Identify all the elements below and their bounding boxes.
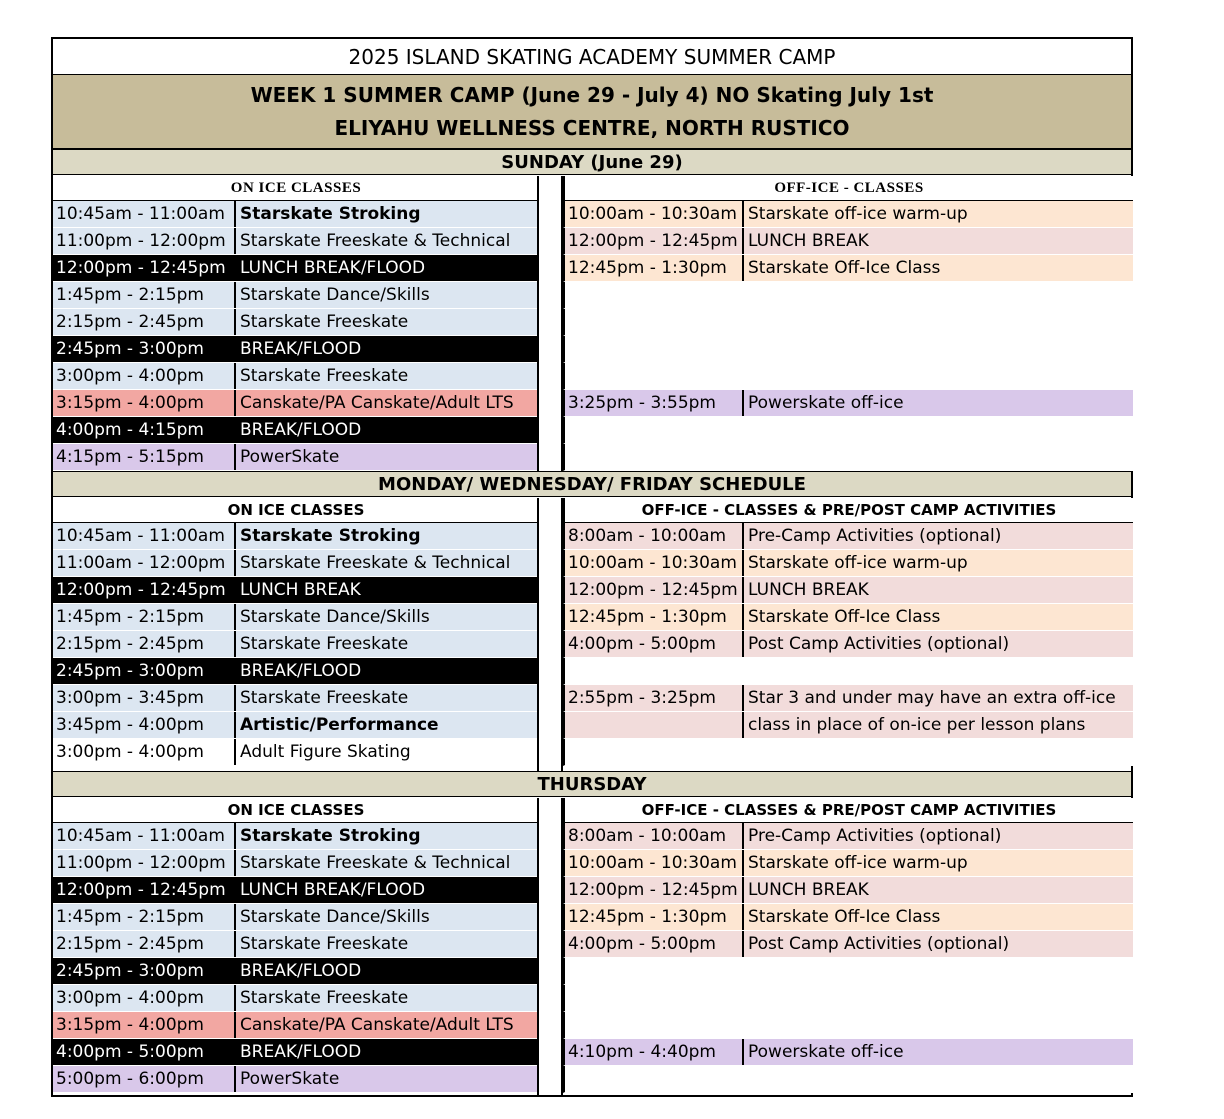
off-schedule-row <box>563 1039 1133 1066</box>
time-slot <box>565 282 744 308</box>
on-schedule-row <box>53 604 539 631</box>
day-header-mwf: MONDAY/ WEDNESDAY/ FRIDAY SCHEDULE <box>53 471 1131 497</box>
activity-name: Powerskate off-ice <box>748 1042 904 1062</box>
time-slot: 11:00pm - 12:00pm <box>53 850 236 876</box>
time-slot: 8:00am - 10:00am <box>565 523 744 549</box>
time-slot <box>565 1012 744 1038</box>
on-schedule-row <box>53 390 539 417</box>
on-schedule-row <box>53 739 539 766</box>
on-schedule-row <box>53 631 539 658</box>
time-slot: 3:00pm - 4:00pm <box>53 985 236 1011</box>
time-slot <box>565 739 744 765</box>
time-slot: 3:25pm - 3:55pm <box>565 390 744 416</box>
time-slot <box>565 958 744 984</box>
activity-name: Starskate Freeskate <box>240 312 409 332</box>
activity-name: LUNCH BREAK <box>748 580 869 600</box>
off-schedule-row <box>563 390 1133 417</box>
thursday-off-ice <box>563 798 1133 1093</box>
time-slot: 2:45pm - 3:00pm <box>53 336 236 362</box>
column-divider <box>537 498 539 771</box>
activity-name <box>744 363 1133 389</box>
activity-name: Starskate Freeskate & Technical <box>240 853 511 873</box>
document-title: 2025 ISLAND SKATING ACADEMY SUMMER CAMP <box>53 39 1131 75</box>
time-slot: 2:55pm - 3:25pm <box>565 685 744 711</box>
day-header-thursday: THURSDAY <box>53 771 1131 797</box>
off-schedule-row <box>563 877 1133 904</box>
off-schedule-row <box>563 228 1133 255</box>
on-schedule-row <box>53 850 539 877</box>
venue-name: ELIYAHU WELLNESS CENTRE, NORTH RUSTICO <box>334 116 850 140</box>
activity-name <box>744 1066 1133 1092</box>
time-slot: 12:00pm - 12:45pm <box>53 877 236 903</box>
activity-name: Star 3 and under may have an extra off-ice <box>748 688 1116 708</box>
activity-name: Powerskate off-ice <box>748 393 904 413</box>
time-slot: 12:00pm - 12:45pm <box>565 228 744 254</box>
activity-name: Starskate Dance/Skills <box>240 285 430 305</box>
activity-name: Starskate Stroking <box>240 826 421 846</box>
time-slot: 4:00pm - 4:15pm <box>53 417 236 443</box>
activity-name <box>744 958 1133 984</box>
on-ice-header: ON ICE CLASSES <box>53 176 539 201</box>
time-slot: 12:45pm - 1:30pm <box>565 604 744 630</box>
activity-name: Starskate off-ice warm-up <box>748 553 968 573</box>
activity-name: BREAK/FLOOD <box>240 961 362 981</box>
on-schedule-row <box>53 550 539 577</box>
on-schedule-row <box>53 985 539 1012</box>
off-schedule-row <box>563 336 1133 363</box>
time-slot <box>565 712 744 738</box>
activity-name <box>744 658 1133 684</box>
on-schedule-row <box>53 417 539 444</box>
activity-name: Starskate Off-Ice Class <box>748 907 941 927</box>
off-ice-header: OFF-ICE - CLASSES <box>563 176 1133 201</box>
time-slot: 3:45pm - 4:00pm <box>53 712 236 738</box>
off-schedule-row <box>563 658 1133 685</box>
activity-name <box>744 1012 1133 1038</box>
on-schedule-row <box>53 877 539 904</box>
on-schedule-row <box>53 309 539 336</box>
time-slot <box>565 1066 744 1092</box>
time-slot: 5:00pm - 6:00pm <box>53 1066 236 1092</box>
activity-name <box>744 444 1133 470</box>
off-schedule-row <box>563 523 1133 550</box>
time-slot <box>565 363 744 389</box>
activity-name: Starskate Freeskate <box>240 366 409 386</box>
time-slot: 11:00am - 12:00pm <box>53 550 236 576</box>
on-schedule-row <box>53 282 539 309</box>
on-schedule-row <box>53 523 539 550</box>
activity-name: Starskate Freeskate & Technical <box>240 553 511 573</box>
activity-name <box>744 739 1133 765</box>
off-schedule-row <box>563 685 1133 712</box>
week-dates: WEEK 1 SUMMER CAMP (June 29 - July 4) NO Skating July 1st <box>250 83 934 107</box>
on-schedule-row <box>53 577 539 604</box>
time-slot: 4:15pm - 5:15pm <box>53 444 236 470</box>
activity-name <box>744 282 1133 308</box>
time-slot: 2:45pm - 3:00pm <box>53 958 236 984</box>
time-slot: 1:45pm - 2:15pm <box>53 604 236 630</box>
off-ice-header: OFF-ICE - CLASSES & PRE/POST CAMP ACTIVITIES <box>563 798 1133 823</box>
off-schedule-row <box>563 631 1133 658</box>
on-schedule-row <box>53 363 539 390</box>
time-slot: 10:45am - 11:00am <box>53 201 236 227</box>
time-slot: 10:45am - 11:00am <box>53 823 236 849</box>
off-schedule-row <box>563 255 1133 282</box>
sunday-off-ice <box>563 176 1133 471</box>
activity-name: Starskate Freeskate & Technical <box>240 231 511 251</box>
activity-name: BREAK/FLOOD <box>240 661 362 681</box>
on-schedule-row <box>53 931 539 958</box>
on-schedule-row <box>53 958 539 985</box>
time-slot: 4:00pm - 5:00pm <box>53 1039 236 1065</box>
activity-name: Pre-Camp Activities (optional) <box>748 526 1002 546</box>
off-schedule-row <box>563 1012 1133 1039</box>
time-slot: 2:15pm - 2:45pm <box>53 631 236 657</box>
time-slot <box>565 309 744 335</box>
off-schedule-row <box>563 577 1133 604</box>
activity-name: Post Camp Activities (optional) <box>748 934 1010 954</box>
time-slot <box>565 985 744 1011</box>
off-schedule-row <box>563 823 1133 850</box>
off-schedule-row <box>563 931 1133 958</box>
activity-name: Starskate Off-Ice Class <box>748 607 941 627</box>
off-schedule-row <box>563 712 1133 739</box>
column-divider <box>561 176 563 472</box>
activity-name: LUNCH BREAK/FLOOD <box>240 880 426 900</box>
activity-name: Starskate Stroking <box>240 204 421 224</box>
time-slot: 3:15pm - 4:00pm <box>53 390 236 416</box>
activity-name <box>744 336 1133 362</box>
activity-name: LUNCH BREAK <box>240 580 361 600</box>
activity-name: BREAK/FLOOD <box>240 420 362 440</box>
time-slot: 11:00pm - 12:00pm <box>53 228 236 254</box>
time-slot: 1:45pm - 2:15pm <box>53 904 236 930</box>
time-slot: 3:00pm - 4:00pm <box>53 363 236 389</box>
time-slot: 12:00pm - 12:45pm <box>565 877 744 903</box>
off-schedule-row <box>563 739 1133 766</box>
activity-name: Starskate Stroking <box>240 526 421 546</box>
time-slot: 2:15pm - 2:45pm <box>53 309 236 335</box>
time-slot: 12:00pm - 12:45pm <box>53 255 236 281</box>
time-slot: 10:00am - 10:30am <box>565 550 744 576</box>
activity-name: Starskate Freeskate <box>240 634 409 654</box>
time-slot: 2:15pm - 2:45pm <box>53 931 236 957</box>
activity-name: Starskate Freeskate <box>240 688 409 708</box>
off-schedule-row <box>563 985 1133 1012</box>
off-schedule-row <box>563 309 1133 336</box>
time-slot: 12:45pm - 1:30pm <box>565 255 744 281</box>
activity-name <box>744 309 1133 335</box>
activity-name: Starskate off-ice warm-up <box>748 204 968 224</box>
activity-name: PowerSkate <box>240 1069 340 1089</box>
off-schedule-row <box>563 282 1133 309</box>
off-schedule-row <box>563 1066 1133 1093</box>
activity-name: Pre-Camp Activities (optional) <box>748 826 1002 846</box>
off-schedule-row <box>563 604 1133 631</box>
week-banner <box>53 75 1131 149</box>
time-slot: 10:45am - 11:00am <box>53 523 236 549</box>
on-schedule-row <box>53 904 539 931</box>
activity-name: BREAK/FLOOD <box>240 339 362 359</box>
activity-name: Starskate Dance/Skills <box>240 907 430 927</box>
off-ice-header: OFF-ICE - CLASSES & PRE/POST CAMP ACTIVITIES <box>563 498 1133 523</box>
mwf-on-ice <box>53 498 539 766</box>
on-ice-header: ON ICE CLASSES <box>53 798 539 823</box>
activity-name: PowerSkate <box>240 447 340 467</box>
on-schedule-row <box>53 712 539 739</box>
time-slot: 4:00pm - 5:00pm <box>565 931 744 957</box>
activity-name <box>744 417 1133 443</box>
activity-name: Canskate/PA Canskate/Adult LTS <box>240 393 514 413</box>
time-slot: 1:45pm - 2:15pm <box>53 282 236 308</box>
time-slot: 8:00am - 10:00am <box>565 823 744 849</box>
time-slot: 4:00pm - 5:00pm <box>565 631 744 657</box>
off-schedule-row <box>563 958 1133 985</box>
time-slot <box>565 444 744 470</box>
column-divider <box>537 176 539 472</box>
activity-name: Starskate Off-Ice Class <box>748 258 941 278</box>
on-schedule-row <box>53 444 539 471</box>
activity-name: BREAK/FLOOD <box>240 1042 362 1062</box>
on-schedule-row <box>53 336 539 363</box>
time-slot: 12:00pm - 12:45pm <box>53 577 236 603</box>
on-schedule-row <box>53 228 539 255</box>
activity-name: LUNCH BREAK <box>748 880 869 900</box>
activity-name: Starskate off-ice warm-up <box>748 853 968 873</box>
time-slot: 4:10pm - 4:40pm <box>565 1039 744 1065</box>
off-schedule-row <box>563 363 1133 390</box>
off-schedule-row <box>563 444 1133 471</box>
off-schedule-row <box>563 850 1133 877</box>
time-slot <box>565 658 744 684</box>
column-divider <box>561 498 563 771</box>
off-schedule-row <box>563 550 1133 577</box>
time-slot: 10:00am - 10:30am <box>565 850 744 876</box>
on-schedule-row <box>53 1039 539 1066</box>
activity-name: LUNCH BREAK <box>748 231 869 251</box>
mwf-off-ice <box>563 498 1133 766</box>
time-slot: 10:00am - 10:30am <box>565 201 744 227</box>
activity-name: Starskate Freeskate <box>240 988 409 1008</box>
activity-name: Starskate Dance/Skills <box>240 607 430 627</box>
on-schedule-row <box>53 685 539 712</box>
schedule-sheet <box>51 37 1133 1097</box>
activity-name: class in place of on-ice per lesson plans <box>748 715 1086 735</box>
on-ice-header: ON ICE CLASSES <box>53 498 539 523</box>
time-slot: 3:00pm - 3:45pm <box>53 685 236 711</box>
activity-name: Starskate Freeskate <box>240 934 409 954</box>
on-schedule-row <box>53 255 539 282</box>
on-schedule-row <box>53 201 539 228</box>
time-slot: 12:00pm - 12:45pm <box>565 577 744 603</box>
time-slot: 3:00pm - 4:00pm <box>53 739 236 765</box>
activity-name <box>744 985 1133 1011</box>
off-schedule-row <box>563 904 1133 931</box>
activity-name: Post Camp Activities (optional) <box>748 634 1010 654</box>
thursday-on-ice <box>53 798 539 1093</box>
time-slot: 12:45pm - 1:30pm <box>565 904 744 930</box>
off-schedule-row <box>563 417 1133 444</box>
activity-name: Artistic/Performance <box>240 715 439 735</box>
on-schedule-row <box>53 1012 539 1039</box>
activity-name: LUNCH BREAK/FLOOD <box>240 258 426 278</box>
on-schedule-row <box>53 1066 539 1093</box>
off-schedule-row <box>563 201 1133 228</box>
day-header-sunday: SUNDAY (June 29) <box>53 149 1131 175</box>
column-divider <box>561 798 563 1096</box>
time-slot <box>565 336 744 362</box>
sunday-on-ice <box>53 176 539 471</box>
column-divider <box>537 798 539 1096</box>
on-schedule-row <box>53 658 539 685</box>
on-schedule-row <box>53 823 539 850</box>
activity-name: Canskate/PA Canskate/Adult LTS <box>240 1015 514 1035</box>
time-slot: 3:15pm - 4:00pm <box>53 1012 236 1038</box>
activity-name: Adult Figure Skating <box>240 742 411 762</box>
time-slot <box>565 417 744 443</box>
time-slot: 2:45pm - 3:00pm <box>53 658 236 684</box>
